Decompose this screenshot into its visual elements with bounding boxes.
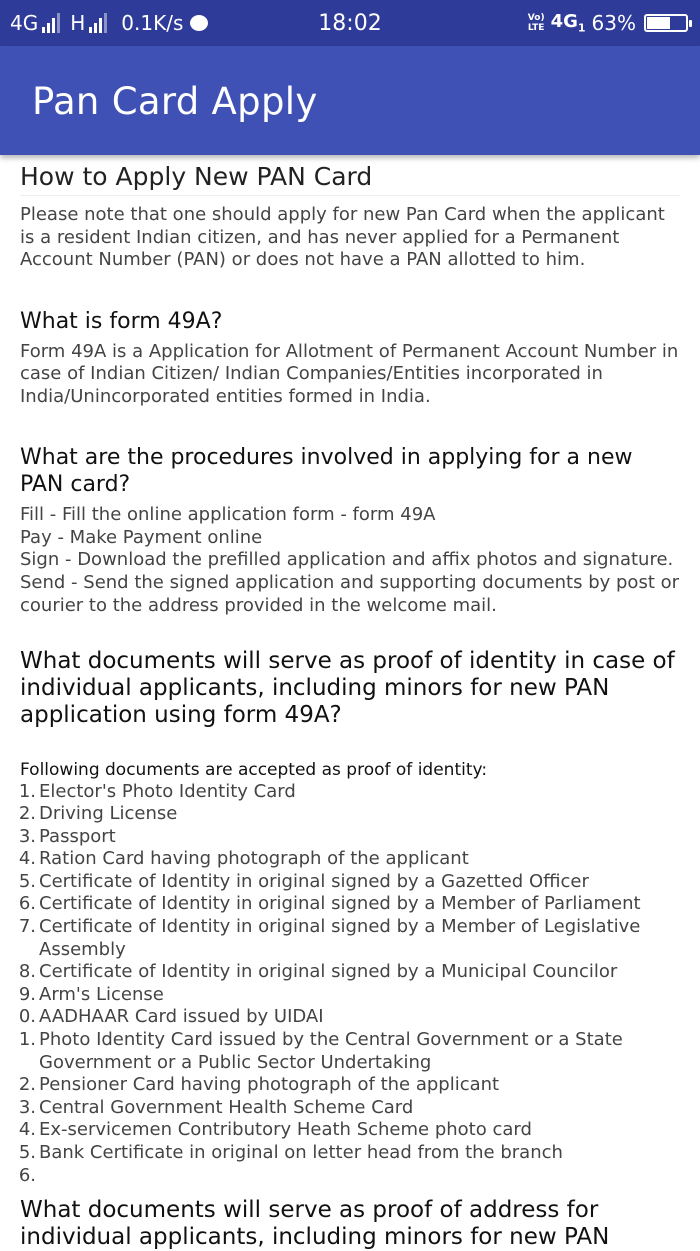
status-left bbox=[10, 0, 209, 46]
status-time: 18:02 bbox=[318, 10, 382, 36]
intro-paragraph: Please note that one should apply for new Pan Card when the applicant is a resident Indian citizen, and has never applied for a Permanent Account Number (PAN) or does not have a PAN allotted to him. bbox=[20, 204, 665, 270]
procedure-line: Sign - Download the prefilled application and affix photos and signature. bbox=[20, 549, 674, 571]
list-item bbox=[20, 848, 680, 871]
status-right bbox=[528, 0, 688, 46]
volte-icon bbox=[528, 13, 545, 33]
list-item bbox=[20, 871, 680, 894]
identity-docs-list bbox=[20, 781, 680, 1188]
list-item-text: Driving License bbox=[39, 803, 178, 825]
signal-strength-icon bbox=[42, 13, 60, 33]
list-item bbox=[20, 1165, 680, 1188]
identity-heading: What documents will serve as proof of identity in case of individual applicants, including minors for new PAN application using form 49A? bbox=[20, 647, 675, 728]
list-item-number: 5. bbox=[18, 1142, 36, 1164]
list-item bbox=[20, 781, 680, 804]
list-item-text: Arm's License bbox=[39, 983, 164, 1005]
list-item bbox=[20, 1142, 680, 1165]
list-item-number: 2. bbox=[18, 1074, 36, 1096]
signal-strength-icon-2 bbox=[89, 13, 107, 33]
volte-top: Vo) bbox=[527, 13, 545, 23]
procedures-heading: What are the procedures involved in applying for a new PAN card? bbox=[20, 445, 633, 497]
battery-fill bbox=[647, 17, 670, 29]
list-item-number: 4. bbox=[18, 1119, 36, 1141]
list-item bbox=[20, 893, 680, 916]
list-item-number: 3. bbox=[18, 825, 36, 847]
app-title: Pan Card Apply bbox=[32, 80, 318, 123]
list-item bbox=[20, 803, 680, 826]
list-item-number: 8. bbox=[18, 961, 36, 983]
network-speed: 0.1K/s bbox=[121, 11, 184, 35]
list-item-text: Pensioner Card having photograph of the applicant bbox=[39, 1074, 500, 1096]
list-item-text: Photo Identity Card issued by the Central Government or a State Government or a Public Sector Undertaking bbox=[39, 1029, 623, 1073]
cloud-icon bbox=[189, 14, 209, 32]
network-type-3-label: 4G bbox=[550, 11, 578, 33]
list-item bbox=[20, 916, 680, 961]
list-item bbox=[20, 826, 680, 849]
list-item-number: 6. bbox=[18, 1164, 36, 1186]
list-item-text: Certificate of Identity in original signed by a Gazetted Officer bbox=[39, 870, 589, 892]
app-bar bbox=[0, 46, 700, 155]
list-item-number: 3. bbox=[18, 1096, 36, 1118]
list-item-text: Certificate of Identity in original signed by a Member of Parliament bbox=[39, 893, 641, 915]
list-item bbox=[20, 1029, 680, 1074]
identity-intro: Following documents are accepted as proof of identity: bbox=[20, 759, 488, 780]
list-item-text: Central Government Health Scheme Card bbox=[39, 1096, 414, 1118]
list-item-text: Passport bbox=[39, 825, 116, 847]
list-item-number: 1. bbox=[18, 1029, 36, 1051]
network-type-3 bbox=[551, 11, 586, 35]
list-item-text: Ration Card having photograph of the applicant bbox=[39, 848, 469, 870]
list-item-number: 5. bbox=[18, 870, 36, 892]
list-item-number: 4. bbox=[18, 848, 36, 870]
list-item bbox=[20, 1006, 680, 1029]
procedures-list bbox=[20, 504, 680, 618]
list-item-number: 9. bbox=[18, 983, 36, 1005]
list-item bbox=[20, 1119, 680, 1142]
status-bar bbox=[0, 0, 700, 46]
list-item-number: 2. bbox=[18, 803, 36, 825]
volte-bottom: LTE bbox=[527, 23, 545, 33]
list-item-number: 6. bbox=[18, 893, 36, 915]
list-item-number: 1. bbox=[18, 780, 36, 802]
network-type-2: H bbox=[70, 11, 86, 35]
list-item bbox=[20, 1097, 680, 1120]
list-item-text: Ex-servicemen Contributory Heath Scheme photo card bbox=[39, 1119, 532, 1141]
content-area[interactable] bbox=[0, 155, 700, 1251]
form-paragraph: Form 49A is a Application for Allotment of Permanent Account Number in case of Indian Citizen/ Indian Companies/Entities incorporated in India/Unincorporated entities formed in India. bbox=[20, 340, 679, 407]
procedure-line: Send - Send the signed application and supporting documents by post or courier to the address provided in the welcome mail. bbox=[20, 572, 680, 616]
address-heading: What documents will serve as proof of address for individual applicants, including minors for new PAN bbox=[20, 1197, 610, 1251]
list-item bbox=[20, 1074, 680, 1097]
battery-icon bbox=[644, 14, 688, 32]
list-item-text: AADHAAR Card issued by UIDAI bbox=[39, 1006, 324, 1028]
list-item-text: Bank Certificate in original on letter head from the branch bbox=[39, 1142, 563, 1164]
list-item-text: Elector's Photo Identity Card bbox=[39, 780, 296, 802]
form-heading: What is form 49A? bbox=[20, 308, 223, 334]
list-item-number: 7. bbox=[18, 916, 36, 938]
battery-percent: 63% bbox=[591, 11, 636, 35]
list-item-number: 0. bbox=[18, 1006, 36, 1028]
list-item-text: Certificate of Identity in original signed by a Municipal Councilor bbox=[39, 961, 618, 983]
page-title: How to Apply New PAN Card bbox=[20, 162, 680, 196]
sim-indicator: 1 bbox=[577, 21, 586, 35]
procedure-line: Fill - Fill the online application form - form 49A bbox=[20, 504, 436, 525]
list-item-text: Certificate of Identity in original signed by a Member of Legislative Assembly bbox=[39, 916, 641, 960]
list-item bbox=[20, 961, 680, 984]
network-type-1: 4G bbox=[10, 11, 39, 35]
list-item bbox=[20, 984, 680, 1007]
procedure-line: Pay - Make Payment online bbox=[20, 526, 263, 548]
